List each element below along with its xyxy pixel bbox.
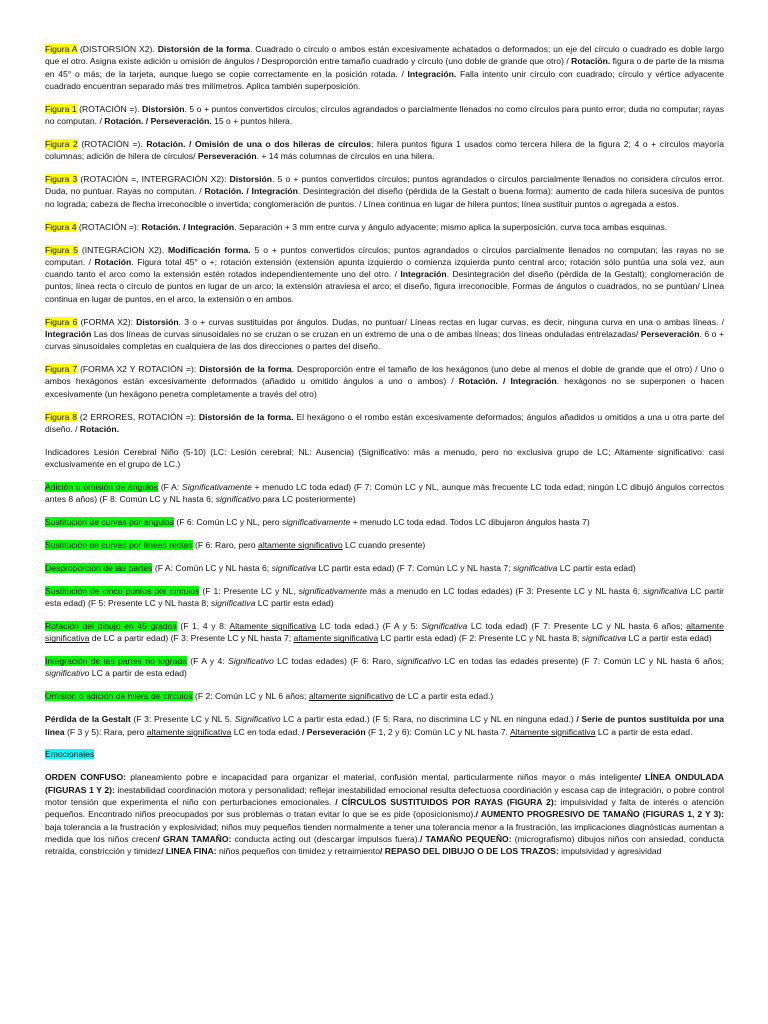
italic-text: Significativo bbox=[227, 656, 274, 667]
bold-text: / GRAN TAMAÑO: bbox=[157, 833, 232, 844]
indicator-rotacion bbox=[45, 620, 724, 645]
underlined-text: altamente significativa bbox=[293, 633, 379, 644]
paragraph-figura-a bbox=[45, 43, 724, 92]
indicator-desproporcion bbox=[45, 562, 724, 574]
italic-text: Significativa bbox=[421, 621, 468, 631]
text: LC partir esta edad) bbox=[557, 562, 636, 573]
text: . Cuadrado o círculo o ambos están excesivamente achatados o deformados; un eje del círculo o cuadrado es doble largo que el otro. Asigna existe adición u omisión de ángulos / Desproporción entre tamaño cuadrado y círculo (uno doble de grande que otro) / bbox=[45, 44, 725, 67]
italic-text: significativa bbox=[512, 562, 558, 573]
text: ; hilera puntos figura 1 usados como tercera hilera de la figura 2; 4 o + círculos mayoría columnas; adición de hilera de círculos/ bbox=[45, 138, 725, 162]
text: El hexágono o el rombo están excesivamente deformados; ángulos añadidos u omitidos a una u otra parte del diseño. / bbox=[45, 411, 725, 434]
highlight-emocionales: Emocionales bbox=[45, 749, 95, 760]
text: conducta acting out (descargar impulsos fuera). bbox=[231, 833, 420, 844]
highlight-figura-5: Figura 5 bbox=[45, 244, 79, 255]
text: (F 1, 4 y 8: bbox=[176, 621, 230, 631]
underlined-text: Altamente significativa bbox=[229, 621, 317, 631]
bold-text: / LINEA FINA: bbox=[161, 846, 217, 857]
italic-text: significativamente bbox=[281, 517, 351, 528]
text: LC partir esta edad) (F 5: Presente LC y NL hasta 8; bbox=[45, 585, 725, 609]
text: 5 o + puntos convertidos círculos; puntos agrandados o círculos parcialmente llenados no computan; las rayas no se computan. / bbox=[45, 244, 725, 267]
text: . 5 o + puntos convertidos círculos; círculos agrandados o parcialmente llenados no como círculos para punto error; duda no computar; rayas no computan. / bbox=[45, 103, 725, 127]
text: niños pequeños con timidez y retraimiento bbox=[216, 846, 380, 857]
text: . 3 o + curvas sustituidas por ángulos. Dudas, no puntuar/ Líneas rectas en lugar curvas, es decir, ninguna curva en una o ambas líneas. / bbox=[178, 316, 724, 327]
italic-text: Significativo bbox=[234, 714, 281, 725]
highlight-figura-3: Figura 3 bbox=[45, 174, 78, 185]
bold-text: Distorsión bbox=[229, 174, 273, 185]
bold-text: Perseveración bbox=[640, 328, 700, 339]
bold-text: Modificación forma. bbox=[168, 244, 251, 255]
highlight-indicator: Desproporción de las partes bbox=[45, 562, 153, 573]
paragraph-figura-5 bbox=[45, 244, 724, 305]
text: (F 3 y 5): Rara, pero bbox=[64, 726, 147, 737]
text: (DISTORSIÓN X2). bbox=[77, 44, 158, 54]
text: (INTEGRACION X2). bbox=[78, 244, 168, 255]
text: (FORMA X2): bbox=[77, 316, 137, 327]
highlight-figura-1: Figura 1 bbox=[45, 103, 77, 114]
indicator-adicion-angulos bbox=[45, 481, 724, 506]
italic-text: significativa bbox=[271, 562, 316, 573]
bold-text: Rotación bbox=[94, 256, 132, 267]
indicator-integracion bbox=[45, 655, 724, 680]
text: (F 1, 2 y 6): Común LC y NL hasta 7. bbox=[365, 726, 510, 737]
indicator-hilera-circulos bbox=[45, 690, 724, 702]
italic-text: significativa bbox=[581, 633, 627, 644]
underlined-text: Altamente significativa bbox=[509, 726, 596, 737]
highlight-figura-a: Figura A bbox=[45, 44, 78, 54]
underlined-text: altamente significativo bbox=[308, 691, 394, 702]
text: LC a partir de esta edad) bbox=[89, 668, 187, 679]
bold-text: / AUMENTO PROGRESIVO DE TAMAÑO (FIGURAS 1, 2 Y 3): bbox=[475, 809, 724, 820]
text: (ROTACIÓN =, INTERGRACIÓN X2): bbox=[77, 174, 230, 185]
text: LC todas edades) (F 6: Raro, bbox=[273, 656, 397, 667]
text: (2 ERRORES, ROTACIÓN =): bbox=[77, 411, 199, 422]
text: . Desintegración del diseño (pérdida de la Gestalt); conglomeración de puntos; línea recta o círculo de puntos en lugar de un arco; la extensión atraviesa el arco; el diseño, figura irreconocible. Formas de ángulos o cuadrados, no se puntúan/ Línea continua en lugar de puntos, en el arco, la extensión o en ambos. bbox=[45, 269, 724, 304]
bold-text: Rotación. / Integración bbox=[141, 221, 235, 232]
text: para LC posteriormente) bbox=[260, 494, 356, 505]
bold-text: Rotación. / Omisión de una o dos hileras de círculos bbox=[146, 138, 372, 149]
text: . hexágonos no se superponen o hacen excesivamente (un hexágono penetra completamente a través del otro) bbox=[45, 376, 724, 399]
text: impulsividad y agresividad bbox=[558, 846, 662, 857]
bold-text: / Serie de puntos sustituida por una línea bbox=[45, 714, 724, 737]
text: de LC a partir edad) (F 3: Presente LC y NL hasta 7; bbox=[89, 633, 294, 644]
text: . Separación + 3 mm entre curva y ángulo adyacente; mismo aplica la superposición. curva toca ambas esquinas. bbox=[234, 221, 668, 232]
bold-text: Distorsión bbox=[142, 103, 185, 114]
text: (F A: bbox=[158, 481, 183, 492]
italic-text: significativo bbox=[215, 494, 261, 505]
text: LC en todas las edades presente) (F 7: Común LC y NL hasta 6 años; bbox=[441, 656, 724, 667]
text: (ROTACIÓN =). bbox=[77, 138, 147, 149]
text: inestabilidad coordinación motora y personalidad; reflejar inestabilidad emocional resulta defectuosa coordinación y escasa cap de integración, o pobre control motor tensión que experimenta el niño con perturbaciones emocionales. bbox=[45, 784, 724, 807]
text: . Desintegración del diseño (pérdida de la Gestalt o buena forma): aumento de cada hilera sucesiva de puntos no lograda; cabeza de flecha irreconocible o invertida; conglomeración de puntos. / Línea continua en lugar de hilera puntos; línea sustituir puntos o agregada a estos. bbox=[45, 186, 724, 209]
text: + menudo LC toda edad) (F 7: Común LC y NL, aunque más frecuente LC toda edad; ningún LC dibujó ángulos correctos antes 8 años) (F 8: Común LC y NL hasta 6; bbox=[45, 481, 725, 505]
bold-text: Pérdida de la Gestalt bbox=[45, 714, 131, 725]
highlight-indicator: Sustitución de curvas por líneas rectas bbox=[45, 540, 193, 551]
bold-text: / LÍNEA ONDULADA (FIGURAS 1 Y 2): bbox=[45, 772, 724, 795]
text: . 6 o + curvas sinusoidales completas en cualquiera de las dos direcciones o partes del diseño. bbox=[45, 328, 724, 352]
text: (F A: Común LC y NL hasta 6; bbox=[152, 562, 272, 573]
paragraph-figura-4 bbox=[45, 221, 724, 233]
highlight-indicator: Integración de las partes no lograda bbox=[45, 656, 187, 667]
bold-text: ORDEN CONFUSO: bbox=[45, 772, 127, 783]
indicator-curvas-lineas-rectas bbox=[45, 539, 724, 551]
text: (micrografismo) dibujos niños con ansiedad, conducta retraída, constricción y timidez bbox=[45, 833, 725, 857]
italic-text: significativo bbox=[396, 656, 442, 667]
text: LC cuando presente) bbox=[342, 540, 426, 551]
paragraph-figura-7 bbox=[45, 363, 724, 400]
text: Las dos líneas de curvas sinusoidales no se cruzan o se cruzan en un extremo de una o de ambas líneas; dos líneas onduladas entrelazadas/ bbox=[91, 328, 641, 339]
underlined-text: altamente significativa bbox=[45, 621, 724, 644]
text: . + 14 más columnas de círculos en una hilera. bbox=[256, 151, 435, 162]
text: Falla intento unir círculo con cuadrado; círculo y vértice adyacente cuadrado encuentran separado más tres milímetros. Aplica también superposición. bbox=[45, 68, 724, 91]
text: LC toda edad.) (F A y 5: bbox=[316, 621, 422, 631]
bold-text: Integración bbox=[400, 269, 447, 280]
text: . 5 o + puntos convertidos círculos; puntos agrandados o círculos parcialmente llenados no considera círculos error. Duda, no puntuar. Rayas no computan. / bbox=[45, 174, 724, 197]
bold-text: Rotación. / Integración bbox=[458, 376, 557, 387]
underlined-text: altamente significativa bbox=[146, 726, 232, 737]
text: LC partir esta edad) (F 7: Común LC y NL hasta 7; bbox=[316, 562, 513, 573]
bold-text: / TAMAÑO PEQUEÑO: bbox=[419, 833, 512, 844]
text: (F A y 4: bbox=[186, 656, 228, 667]
indicator-curvas-angulos bbox=[45, 516, 724, 528]
text: baja tolerancia a la frustración y explosividad; niños muy pequeños tienden normalmente a tener una tolerancia menor a la frustración, las implicaciones diagnósticas aumentan a medida que los niños crecen bbox=[45, 821, 724, 844]
italic-text: Significativamente bbox=[182, 481, 252, 492]
text: (F 1: Presente LC y NL, bbox=[199, 585, 299, 596]
text: + menudo LC toda edad. Todos LC dibujaron ángulos hasta 7) bbox=[350, 517, 590, 528]
indicator-gestalt bbox=[45, 713, 724, 738]
text: 15 o + puntos hilera. bbox=[211, 116, 293, 127]
paragraph-figura-8 bbox=[45, 411, 724, 436]
highlight-indicator: Adición u omisión de ángulos bbox=[45, 481, 159, 492]
bold-text: Distorsión de la forma bbox=[199, 364, 292, 375]
italic-text: significativa bbox=[643, 585, 688, 596]
text: . Desproporción entre el tamaño de los hexágonos (uno debe al menos el doble de grande que el otro) / Uno o ambos hexágonos están excesivamente deformados (añadido u omitido ángulos a uno o ambos) / bbox=[45, 364, 724, 387]
text: impulsividad y falta de interés o atención pequeños. Encontrado niños preocupados por sus problemas o tratan evitar lo que se es pide (oposicionismo). bbox=[45, 796, 724, 820]
highlight-indicator: Rotación del dibujo en 45 grados bbox=[45, 621, 177, 631]
text: (F 6: Común LC y NL, pero bbox=[173, 517, 282, 528]
text: LC en toda edad. bbox=[231, 726, 303, 737]
bold-text: Distorsión de la forma bbox=[157, 44, 250, 54]
bold-text: Rotación. bbox=[571, 56, 611, 67]
paragraph-figura-2 bbox=[45, 138, 724, 163]
text: (F 3: Presente LC y NL 5. bbox=[130, 714, 235, 725]
bold-text: / REPASO DEL DIBUJO O DE LOS TRAZOS: bbox=[379, 846, 559, 857]
text: . Figura total 45° o +; rotación extensión (extensión apunta izquierdo o comienza izquierda punto central arco; rotación sólo puntúa una sola vez, aun cuando tanto el arco como la extensión estén rotados independientemente uno del otro. / bbox=[45, 256, 725, 280]
highlight-figura-8: Figura 8 bbox=[45, 411, 78, 422]
text: LC partir esta edad) bbox=[255, 598, 334, 609]
text: LC a partir esta edad) bbox=[626, 633, 712, 644]
text: (F 6: Raro, pero bbox=[192, 540, 259, 551]
indicator-puntos-circulos bbox=[45, 585, 724, 610]
section-emocionales bbox=[45, 748, 724, 760]
bold-text: Rotación. / Perseveración. bbox=[104, 116, 212, 127]
bold-text: Distorsión de la forma. bbox=[198, 411, 294, 422]
highlight-figura-2: Figura 2 bbox=[45, 138, 78, 149]
italic-text: significativamente bbox=[298, 585, 367, 596]
paragraph-figura-1 bbox=[45, 103, 724, 128]
underlined-text: altamente significativo bbox=[258, 540, 343, 551]
highlight-indicator: Sustitución de curvas por ángulos bbox=[45, 517, 174, 528]
paragraph-indicadores: Indicadores Lesión Cerebral Niño (5-10) (LC: Lesión cerebral; NL: Ausencia) (Significativo: más a menudo, pero no exclusiva grupo de LC; Altamente significativo: casi exclusivamente en el grupo de LC.) bbox=[45, 446, 724, 470]
bold-text: / CÍRCULOS SUSTITUIDOS POR RAYAS (FIGURA 2): bbox=[335, 796, 557, 807]
text: planeamiento pobre e incapacidad para organizar el material, confusión mental, particularmente niños mayor o más inteligente bbox=[126, 772, 639, 783]
paragraph-emocionales bbox=[45, 771, 724, 857]
text: más a menudo en LC todas edades) (F 3: Presente LC y NL hasta 6; bbox=[366, 585, 644, 596]
text: LC partir esta edad) (F 2: Presente LC y NL hasta 8; bbox=[378, 633, 582, 644]
highlight-figura-7: Figura 7 bbox=[45, 364, 78, 375]
bold-text: Perseveración bbox=[197, 151, 257, 162]
paragraph-figura-6 bbox=[45, 316, 724, 353]
highlight-indicator: Sustitución de cinco puntos por círculos bbox=[45, 585, 200, 596]
bold-text: Integración. bbox=[407, 68, 457, 79]
text: (FORMA X2 Y ROTACIÓN =): bbox=[77, 364, 200, 375]
highlight-indicator: Omisión o adición de hilera de círculos bbox=[45, 691, 193, 702]
bold-text: Rotación. / Integración bbox=[204, 186, 298, 197]
text: LC a partir de esta edad. bbox=[595, 726, 693, 737]
text: LC toda edad) (F 7: Presente LC y NL hasta 6 años; bbox=[467, 621, 687, 631]
bold-text: Integración bbox=[45, 328, 92, 339]
text: (ROTACIÓN =): bbox=[76, 221, 142, 232]
highlight-figura-4: Figura 4 bbox=[45, 221, 77, 232]
italic-text: significativa bbox=[210, 598, 256, 609]
highlight-figura-6: Figura 6 bbox=[45, 316, 78, 327]
bold-text: Distorsión bbox=[136, 316, 179, 327]
paragraph-figura-3 bbox=[45, 173, 724, 210]
bold-text: / Perseveración bbox=[302, 726, 366, 737]
text: (F 2: Común LC y NL 6 años; bbox=[192, 691, 309, 702]
bold-text: Rotación. bbox=[79, 423, 120, 434]
text: de LC a partir esta edad.) bbox=[393, 691, 494, 702]
text: LC a partir esta edad.) (F 5: Rara, no discrimina LC y NL en ninguna edad.) bbox=[280, 714, 577, 725]
text: (ROTACIÓN =). bbox=[76, 103, 142, 114]
italic-text: significativo bbox=[45, 668, 90, 679]
text: figura o de parte de la misma en 45° o más; de la tarjeta, aunque luego se copie correctamente en la posición rotada. / bbox=[45, 56, 725, 79]
